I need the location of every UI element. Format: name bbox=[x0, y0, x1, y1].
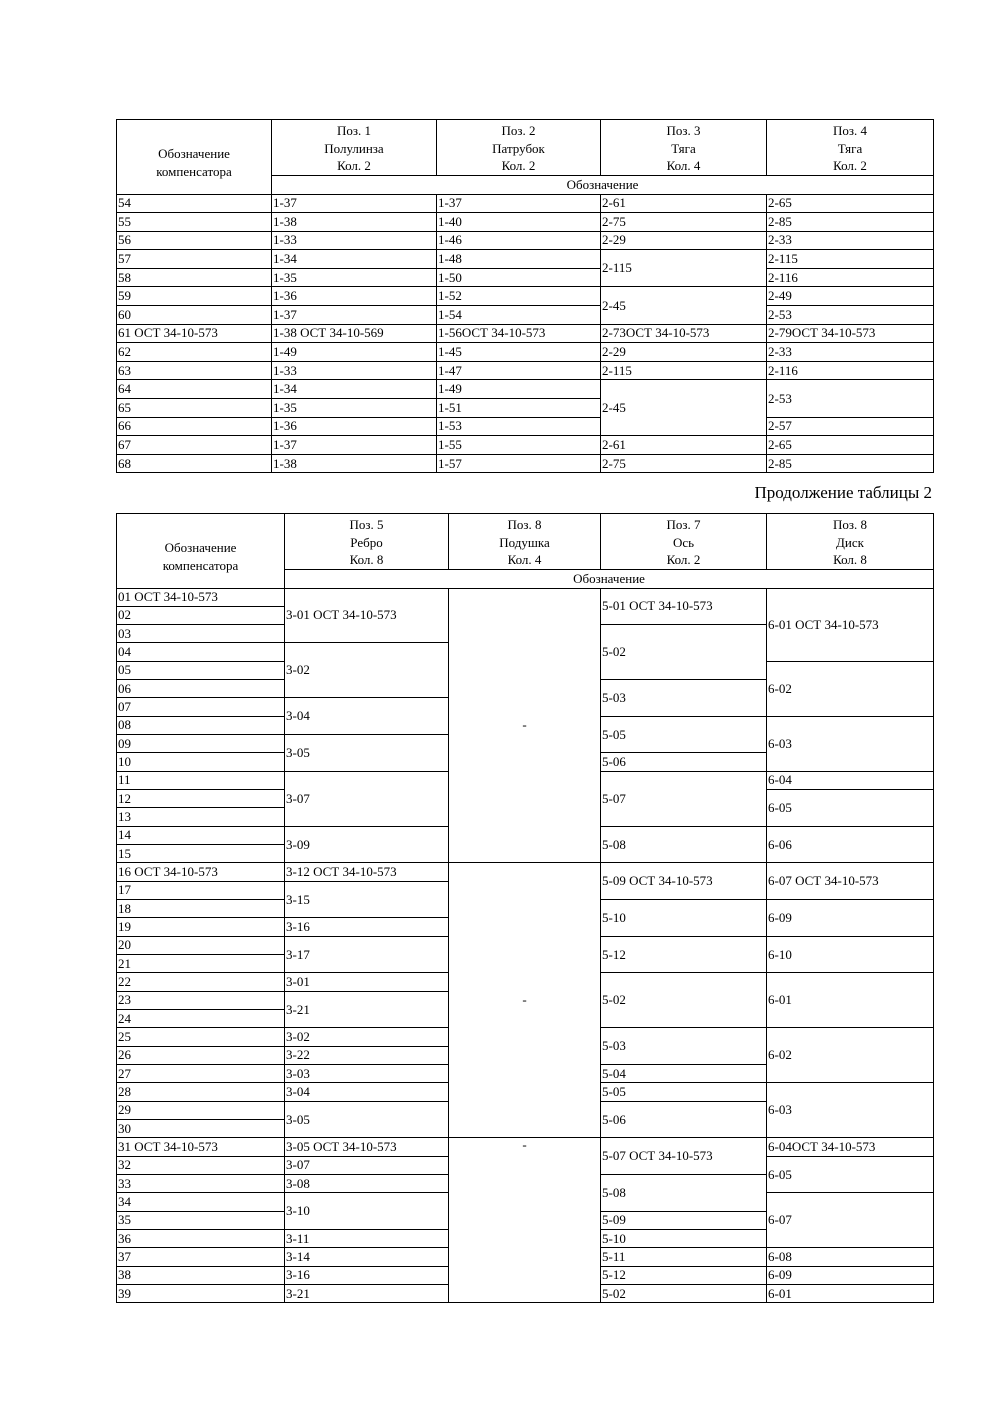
cell: 12 bbox=[117, 790, 285, 808]
cell: 32 bbox=[117, 1156, 285, 1174]
cell: 5-05 bbox=[601, 1083, 767, 1101]
cell: 39 bbox=[117, 1284, 285, 1302]
cell: 27 bbox=[117, 1065, 285, 1083]
cell: 3-22 bbox=[285, 1046, 449, 1064]
cell: 6-01 ОСТ 34-10-573 bbox=[767, 588, 934, 661]
cell: 23 bbox=[117, 991, 285, 1009]
header-label: Поз. 8 bbox=[507, 517, 542, 532]
table-row bbox=[117, 343, 934, 362]
cell: 5-08 bbox=[601, 826, 767, 863]
cell: 63 bbox=[117, 361, 272, 380]
cell: 1-46 bbox=[437, 231, 601, 250]
table-row bbox=[117, 454, 934, 473]
table-row bbox=[117, 361, 934, 380]
cell: 3-04 bbox=[285, 698, 449, 735]
cell: 1-35 bbox=[272, 399, 437, 418]
cell: 16 ОСТ 34-10-573 bbox=[117, 863, 285, 881]
cell: 2-79ОСТ 34-10-573 bbox=[767, 324, 934, 343]
cell: 6-02 bbox=[767, 661, 934, 716]
cell: 2-65 bbox=[767, 194, 934, 213]
cell: 05 bbox=[117, 661, 285, 679]
cell: 35 bbox=[117, 1211, 285, 1229]
cell: 58 bbox=[117, 268, 272, 287]
cell: 1-33 bbox=[272, 361, 437, 380]
cell: 59 bbox=[117, 287, 272, 306]
cell: 1-48 bbox=[437, 250, 601, 269]
cell: 1-37 bbox=[272, 306, 437, 325]
cell: 6-06 bbox=[767, 826, 934, 863]
cell: 1-36 bbox=[272, 287, 437, 306]
cell: 6-09 bbox=[767, 1266, 934, 1284]
cell: 1-38 bbox=[272, 213, 437, 232]
header-pos-4 bbox=[767, 120, 934, 176]
header-label: Кол. 2 bbox=[337, 158, 371, 173]
cell: 2-49 bbox=[767, 287, 934, 306]
header-label: Поз. 8 bbox=[832, 517, 868, 532]
header-label: Поз. 7 bbox=[666, 517, 701, 532]
cell: 2-61 bbox=[601, 436, 767, 455]
cell: 5-11 bbox=[601, 1248, 767, 1266]
cell: 1-34 bbox=[272, 380, 437, 399]
cell: 5-12 bbox=[601, 1266, 767, 1284]
cell: - bbox=[449, 1138, 601, 1303]
cell: 61 ОСТ 34-10-573 bbox=[117, 324, 272, 343]
cell: 3-21 bbox=[285, 991, 449, 1028]
header-label: Обозначение bbox=[164, 540, 237, 556]
cell: 33 bbox=[117, 1175, 285, 1193]
cell: 2-33 bbox=[767, 343, 934, 362]
header-pos-8-cushion bbox=[449, 514, 601, 570]
cell: 2-61 bbox=[601, 194, 767, 213]
cell: 1-50 bbox=[437, 268, 601, 287]
cell: 5-07 bbox=[601, 771, 767, 826]
header-label: Обозначение bbox=[158, 146, 230, 162]
table-row bbox=[117, 380, 934, 399]
header-label: Тяга bbox=[671, 140, 696, 156]
cell: 6-05 bbox=[767, 1156, 934, 1193]
cell: 55 bbox=[117, 213, 272, 232]
cell: 3-11 bbox=[285, 1229, 449, 1247]
cell: 3-02 bbox=[285, 643, 449, 698]
cell: 3-10 bbox=[285, 1193, 449, 1230]
cell: 17 bbox=[117, 881, 285, 899]
cell: 1-56ОСТ 34-10-573 bbox=[437, 324, 601, 343]
header-label: Поз. 3 bbox=[666, 123, 701, 138]
cell: 04 bbox=[117, 643, 285, 661]
header-label: Кол. 2 bbox=[666, 552, 701, 567]
header-pos-5 bbox=[285, 514, 449, 570]
table-row bbox=[117, 588, 934, 606]
table-row bbox=[117, 268, 934, 287]
cell: 6-03 bbox=[767, 1083, 934, 1138]
cell: 2-53 bbox=[767, 306, 934, 325]
cell: 1-36 bbox=[272, 417, 437, 436]
cell: 5-05 bbox=[601, 716, 767, 753]
cell: 5-01 ОСТ 34-10-573 bbox=[601, 588, 767, 625]
cell: 1-53 bbox=[437, 417, 601, 436]
header-pos-2 bbox=[437, 120, 601, 176]
header-label: Поз. 1 bbox=[336, 123, 372, 138]
cell: 56 bbox=[117, 231, 272, 250]
cell: 11 bbox=[117, 771, 285, 789]
header-label: Тяга bbox=[837, 140, 863, 156]
cell: 3-15 bbox=[285, 881, 449, 918]
cell: 3-03 bbox=[285, 1065, 449, 1083]
cell: 1-47 bbox=[437, 361, 601, 380]
cell: 2-85 bbox=[767, 454, 934, 473]
group-label: Обозначение bbox=[285, 569, 934, 588]
cell: 18 bbox=[117, 900, 285, 918]
cell: 57 bbox=[117, 250, 272, 269]
header-pos-1 bbox=[272, 120, 437, 176]
cell: 68 bbox=[117, 454, 272, 473]
cell: 5-02 bbox=[601, 1284, 767, 1302]
cell: 2-53 bbox=[767, 380, 934, 417]
compensator-table-1 bbox=[116, 119, 934, 473]
cell: 1-37 bbox=[272, 194, 437, 213]
table-row bbox=[117, 417, 934, 436]
cell: 3-08 bbox=[285, 1175, 449, 1193]
cell: 5-06 bbox=[601, 753, 767, 771]
cell: 15 bbox=[117, 845, 285, 863]
table-row bbox=[117, 250, 934, 269]
cell: 6-07 bbox=[767, 1193, 934, 1248]
cell: 3-07 bbox=[285, 1156, 449, 1174]
cell: 6-07 ОСТ 34-10-573 bbox=[767, 863, 934, 900]
cell: 5-08 bbox=[601, 1175, 767, 1212]
cell: 1-33 bbox=[272, 231, 437, 250]
header-label: Полулинза bbox=[324, 140, 384, 156]
cell: 2-75 bbox=[601, 213, 767, 232]
header-label: Поз. 5 bbox=[349, 517, 384, 532]
cell: 6-04ОСТ 34-10-573 bbox=[767, 1138, 934, 1156]
cell: 3-01 ОСТ 34-10-573 bbox=[285, 588, 449, 643]
cell: 3-02 bbox=[285, 1028, 449, 1046]
cell: 5-02 bbox=[601, 625, 767, 680]
cell: 09 bbox=[117, 735, 285, 753]
cell: 36 bbox=[117, 1229, 285, 1247]
table-row bbox=[117, 231, 934, 250]
header-label: Поз. 4 bbox=[832, 123, 868, 138]
header-label: Диск bbox=[836, 534, 864, 550]
table-row bbox=[117, 863, 934, 881]
cell: 3-07 bbox=[285, 771, 449, 826]
header-label: Кол. 8 bbox=[833, 552, 867, 567]
cell: 1-54 bbox=[437, 306, 601, 325]
cell: 5-10 bbox=[601, 900, 767, 937]
cell: 6-03 bbox=[767, 716, 934, 771]
cell: 22 bbox=[117, 973, 285, 991]
cell: 5-03 bbox=[601, 1028, 767, 1065]
cell: 29 bbox=[117, 1101, 285, 1119]
cell: 1-37 bbox=[437, 194, 601, 213]
cell: 2-115 bbox=[601, 250, 767, 287]
cell: 10 bbox=[117, 753, 285, 771]
cell: - bbox=[449, 863, 601, 1138]
table-row bbox=[117, 1138, 934, 1156]
cell: 65 bbox=[117, 399, 272, 418]
cell: 07 bbox=[117, 698, 285, 716]
cell: 3-14 bbox=[285, 1248, 449, 1266]
cell: 3-21 bbox=[285, 1284, 449, 1302]
cell: 6-04 bbox=[767, 771, 934, 789]
cell: 6-10 bbox=[767, 936, 934, 973]
cell: 5-02 bbox=[601, 973, 767, 1028]
cell: 1-45 bbox=[437, 343, 601, 362]
header-label: Кол. 4 bbox=[507, 552, 542, 567]
cell: 1-55 bbox=[437, 436, 601, 455]
cell: 3-05 bbox=[285, 735, 449, 772]
cell: 1-49 bbox=[272, 343, 437, 362]
cell: 13 bbox=[117, 808, 285, 826]
cell: 3-16 bbox=[285, 1266, 449, 1284]
cell: 1-35 bbox=[272, 268, 437, 287]
cell: 30 bbox=[117, 1120, 285, 1138]
header-pos-7 bbox=[601, 514, 767, 570]
cell: 3-17 bbox=[285, 936, 449, 973]
header-designation bbox=[117, 120, 272, 195]
cell: 5-06 bbox=[601, 1101, 767, 1138]
cell: 02 bbox=[117, 606, 285, 624]
cell: 25 bbox=[117, 1028, 285, 1046]
cell: 03 bbox=[117, 625, 285, 643]
cell: 5-09 ОСТ 34-10-573 bbox=[601, 863, 767, 900]
cell: 28 bbox=[117, 1083, 285, 1101]
cell: 3-01 bbox=[285, 973, 449, 991]
cell: 2-29 bbox=[601, 231, 767, 250]
cell: 2-45 bbox=[601, 287, 767, 324]
header-pos-3 bbox=[601, 120, 767, 176]
cell: 5-04 bbox=[601, 1065, 767, 1083]
cell: 2-75 bbox=[601, 454, 767, 473]
cell: 1-34 bbox=[272, 250, 437, 269]
header-label: Ребро bbox=[350, 534, 383, 550]
cell: 1-49 bbox=[437, 380, 601, 399]
cell: 6-01 bbox=[767, 1284, 934, 1302]
cell: 1-57 bbox=[437, 454, 601, 473]
cell: 60 bbox=[117, 306, 272, 325]
cell: 20 bbox=[117, 936, 285, 954]
cell: 5-03 bbox=[601, 680, 767, 717]
cell: 34 bbox=[117, 1193, 285, 1211]
header-label: Кол. 2 bbox=[501, 158, 536, 173]
table-row bbox=[117, 324, 934, 343]
cell: 62 bbox=[117, 343, 272, 362]
cell: 01 ОСТ 34-10-573 bbox=[117, 588, 285, 606]
header-label: компенсатора bbox=[162, 557, 239, 573]
cell: 2-57 bbox=[767, 417, 934, 436]
cell: 6-05 bbox=[767, 790, 934, 827]
header-label: компенсатора bbox=[156, 163, 232, 179]
header-designation bbox=[117, 514, 285, 589]
cell: 2-65 bbox=[767, 436, 934, 455]
cell: 3-04 bbox=[285, 1083, 449, 1101]
cell: 2-115 bbox=[601, 361, 767, 380]
table-row bbox=[117, 436, 934, 455]
header-label: Патрубок bbox=[492, 140, 545, 156]
cell: 3-09 bbox=[285, 826, 449, 863]
header-label: Ось bbox=[672, 534, 695, 550]
compensator-table-2 bbox=[116, 513, 934, 1303]
cell: 2-116 bbox=[767, 361, 934, 380]
cell: 6-08 bbox=[767, 1248, 934, 1266]
cell: 1-38 bbox=[272, 454, 437, 473]
group-label: Обозначение bbox=[272, 175, 934, 194]
cell: 6-02 bbox=[767, 1028, 934, 1083]
cell: 5-09 bbox=[601, 1211, 767, 1229]
cell: 5-12 bbox=[601, 936, 767, 973]
cell: 5-10 bbox=[601, 1229, 767, 1247]
cell: 26 bbox=[117, 1046, 285, 1064]
cell: 2-29 bbox=[601, 343, 767, 362]
cell: 1-40 bbox=[437, 213, 601, 232]
cell: 1-51 bbox=[437, 399, 601, 418]
header-label: Кол. 8 bbox=[349, 552, 384, 567]
cell: 2-45 bbox=[601, 380, 767, 436]
header-pos-8-disk bbox=[767, 514, 934, 570]
header-label: Кол. 4 bbox=[666, 158, 701, 173]
table-row bbox=[117, 213, 934, 232]
cell: 2-115 bbox=[767, 250, 934, 269]
cell: 1-38 ОСТ 34-10-569 bbox=[272, 324, 437, 343]
cell: 64 bbox=[117, 380, 272, 399]
table-row bbox=[117, 287, 934, 306]
cell: 2-85 bbox=[767, 213, 934, 232]
cell: 14 bbox=[117, 826, 285, 844]
cell: 3-05 bbox=[285, 1101, 449, 1138]
cell: 1-37 bbox=[272, 436, 437, 455]
cell: 08 bbox=[117, 716, 285, 734]
cell: 3-12 ОСТ 34-10-573 bbox=[285, 863, 449, 881]
header-label: Кол. 2 bbox=[833, 158, 867, 173]
cell: 54 bbox=[117, 194, 272, 213]
header-label: Поз. 2 bbox=[501, 123, 536, 138]
cell: 6-01 bbox=[767, 973, 934, 1028]
cell: 24 bbox=[117, 1010, 285, 1028]
cell: 67 bbox=[117, 436, 272, 455]
cell: - bbox=[449, 588, 601, 863]
cell: 66 bbox=[117, 417, 272, 436]
cell: 2-33 bbox=[767, 231, 934, 250]
table-row bbox=[117, 194, 934, 213]
cell: 3-16 bbox=[285, 918, 449, 936]
table-caption: Продолжение таблицы 2 bbox=[754, 483, 932, 502]
cell: 19 bbox=[117, 918, 285, 936]
cell: 37 bbox=[117, 1248, 285, 1266]
cell: 3-05 ОСТ 34-10-573 bbox=[285, 1138, 449, 1156]
cell: 1-52 bbox=[437, 287, 601, 306]
cell: 31 ОСТ 34-10-573 bbox=[117, 1138, 285, 1156]
cell: 6-09 bbox=[767, 900, 934, 937]
table-row bbox=[117, 306, 934, 325]
cell: 38 bbox=[117, 1266, 285, 1284]
cell: 06 bbox=[117, 680, 285, 698]
cell: 2-73ОСТ 34-10-573 bbox=[601, 324, 767, 343]
cell: 21 bbox=[117, 955, 285, 973]
cell: 5-07 ОСТ 34-10-573 bbox=[601, 1138, 767, 1175]
cell: 2-116 bbox=[767, 268, 934, 287]
header-label: Подушка bbox=[499, 534, 550, 550]
